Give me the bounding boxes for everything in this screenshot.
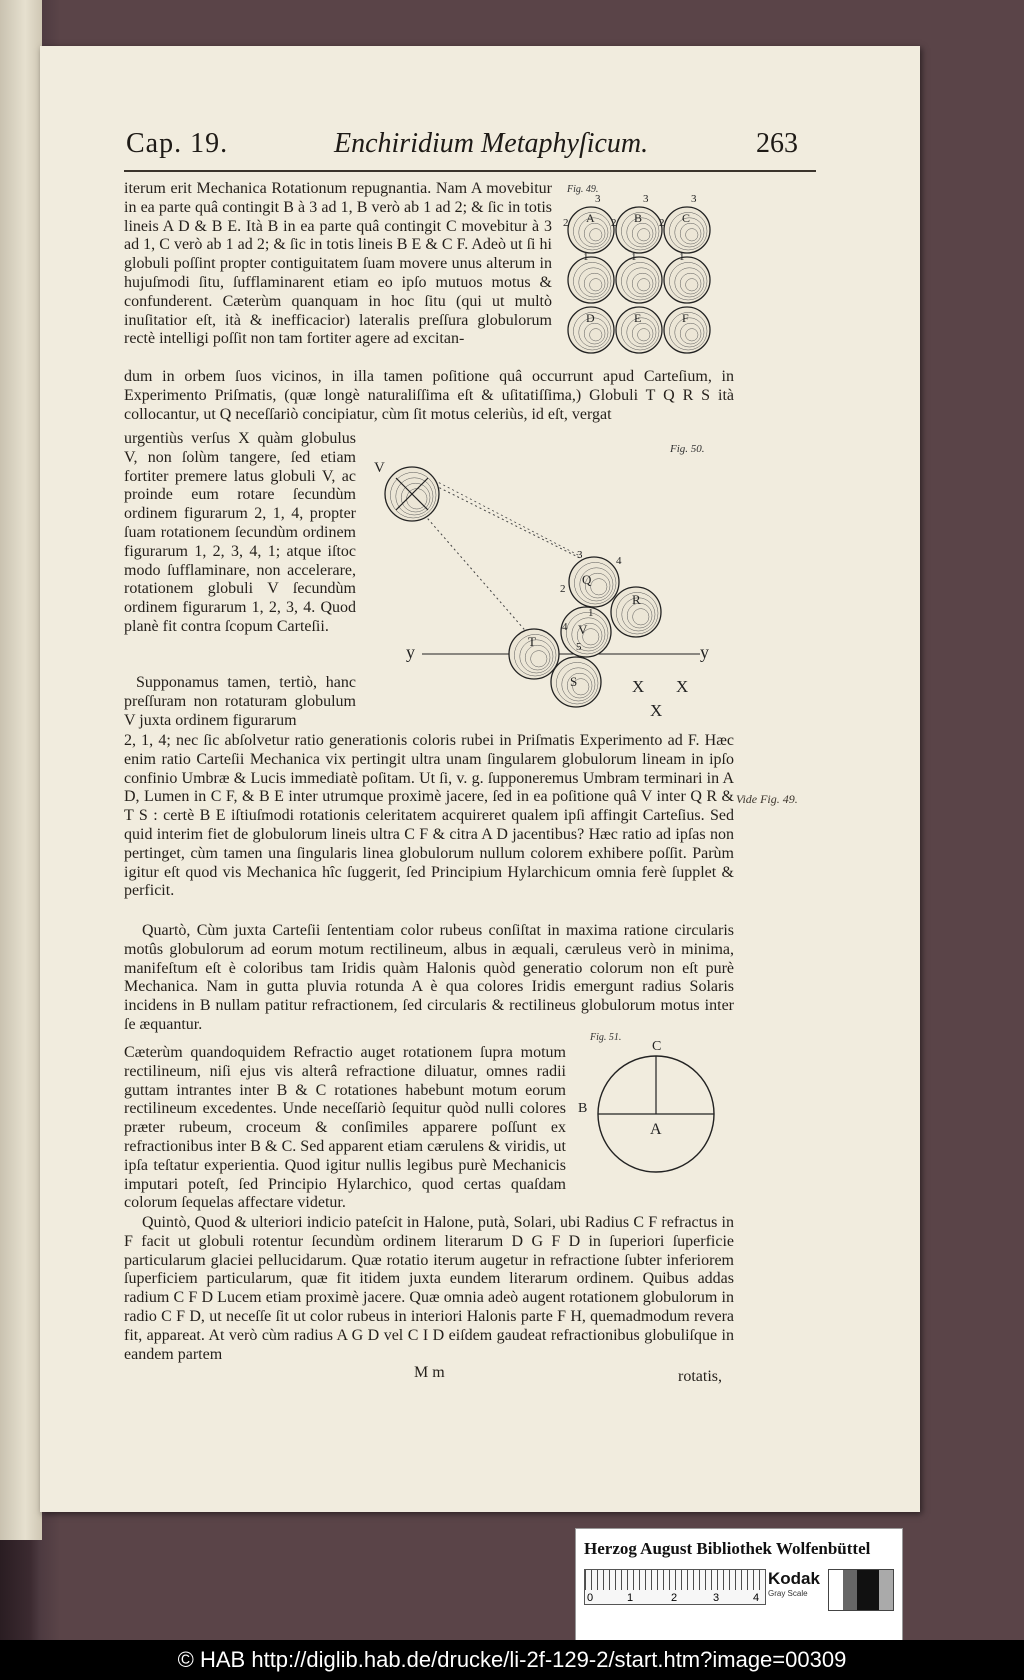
fig49-side-number: 2: [611, 217, 617, 229]
fig49-sphere-letter: F: [682, 311, 689, 325]
copyright-footer: © HAB http://diglib.hab.de/drucke/li-2f-129-2/start.htm?image=00309: [0, 1640, 1024, 1680]
fig50-letter-v: V: [578, 622, 588, 637]
fig50-num-3: 3: [577, 549, 583, 561]
fig51-letter-b: B: [578, 1101, 588, 1116]
fig49-mid-number: 1: [583, 251, 589, 263]
paragraph-3-full: 2, 1, 4; nec ſic abſolvetur ratio generationis coloris rubei in Priſmatis Experimento ad F. Hæc enim ratio Carteſii Mechanica vix pertingit ultra unam ſingularem globulorum lineam in ipſo confinio Umbræ & Lucis immediatè poſitam. Ut ſi, v. g. ſupponeremus Umbram terminari in A D, Lumen in C F, & B E inter utrumque proximè jacere, ſed in ea poſitione quâ V inter Q R & T S : certè B E iſtiuſmodi rotationis celeritatem acquireret qualem ipſi affingit Carteſius. Sed quid interim fiet de globulorum lineis ultra C F & citra A D jacentibus? Hæc ratio ad ipſas non pertinget, cùm tamen una ſingularis linea globulorum nullum colorem exhibere poſſit. Parùm igitur eſt quod vis Mechanica hîc ſuggerit, ſed Principium Hylarchicum omnia ferè ſupplet & perficit.: [124, 732, 734, 900]
ruler-num-4: 4: [753, 1592, 760, 1604]
fig49-side-number: 2: [563, 217, 569, 229]
fig49-sphere-letter: C: [682, 211, 691, 225]
fig50-diagram: [374, 460, 709, 720]
fig51-letter-a: A: [650, 1121, 662, 1138]
ruler-num-0: 0: [587, 1592, 594, 1604]
kodak-brand: Kodak: [768, 1569, 820, 1588]
fig49-side-number: 2: [659, 217, 665, 229]
running-head: [124, 128, 818, 168]
paragraph-2-wrapped: urgentiùs verſus X quàm globulus V, non ſolùm tangere, ſed etiam fortiter premere latus globuli V, ac proinde eum rotare ſecundùm ordinem figurarum 2, 1, 4, propter ſuam rotationem ſecundùm ordinem figurarum 1, 2, 3, 4, 1; atque iſtoc modo ſufflaminare, non accelerare, rotationem globuli V ſecundùm ordinem figurarum 1, 2, 3, 4. Quod planè fit contra ſcopum Carteſii.: [124, 430, 356, 635]
fig49-sphere-letter: B: [634, 211, 643, 225]
fig50-label: Fig. 50.: [670, 443, 705, 455]
left-page-edge: [0, 0, 42, 1540]
fig50-num-4: 4: [562, 621, 568, 633]
fig49-sphere-letter: E: [634, 311, 642, 325]
fig49-top-number: 3: [691, 193, 697, 205]
fig50-letter-x3: X: [650, 701, 663, 720]
fig49-sphere-letter: D: [586, 311, 595, 325]
book-title: Enchiridium Metaphyſicum.: [334, 128, 649, 159]
ruler-ticks: [585, 1570, 765, 1590]
fig49-spheres: [563, 193, 710, 353]
fig49-sphere-letter: A: [586, 211, 595, 225]
fig50-letter-x1: X: [632, 677, 645, 696]
kodak-sub: Gray Scale: [768, 1589, 808, 1598]
paragraph-1-full: dum in orbem ſuos vicinos, in illa tamen poſitione quâ occurrunt apud Carteſium, in Experimento Priſmatis, (quæ longè naturaliſſima eſt & uſitatiſſima,) Globuli T Q R S ità collocantur, ut Q neceſſariò concipiatur, cùm ſit motus celeriùs, id eſt, vergat: [124, 368, 734, 423]
paragraph-4-wrapped: Cæterùm quandoquidem Refractio auget rotationem ſupra motum rectilineum, niſi ejus vis alterâ refractione diluatur, omnes radii guttam intrantes inter B & C rotationes habebunt motum eorum rectilineum excedentes. Unde neceſſariò ſequitur quòd nulli colores præter rubeum, croceum & conſimiles apparere poſſunt ex refractionibus inter B & C. Sed apparent etiam cærulens & viridis, ut ipſa teſtatur experientia. Quod igitur nullis legibus purè Mechanicis imputari poteſt, ſed Principio Hylarchico, quod certas quaſdam colorum ſequelas affectare videtur.: [124, 1044, 566, 1212]
fig50-letter-y-left: y: [406, 642, 415, 662]
fig51-label: Fig. 51.: [590, 1032, 622, 1043]
chapter-label: Cap. 19.: [126, 128, 229, 159]
fig49-mid-number: 1: [631, 251, 637, 263]
fig49-label: Fig. 49.: [567, 184, 599, 195]
fig50-letter-t: T: [528, 634, 536, 649]
scale-ruler: [584, 1569, 766, 1605]
fig50-num-4-top: 4: [616, 555, 622, 567]
fig50-num-2: 2: [560, 583, 566, 595]
ruler-num-1: 1: [627, 1592, 634, 1604]
fig49-sphere: [568, 257, 614, 303]
fig51-letter-c: C: [652, 1039, 662, 1054]
figure-51: [570, 1030, 730, 1180]
fig50-ray-mid: [430, 478, 580, 556]
ruler-num-2: 2: [671, 1592, 678, 1604]
fig50-letter-s: S: [570, 674, 578, 689]
fig49-top-number: 3: [595, 193, 601, 205]
fig50-letter-q: Q: [582, 572, 592, 587]
fig50-sphere-q: [569, 557, 619, 607]
figure-50: [370, 436, 725, 726]
fig50-letter-r: R: [632, 592, 641, 607]
paragraph-4-full: Quartò, Cùm juxta Carteſii ſententiam color rubeus conſiſtat in maxima ratione circularis motûs globulorum ad eorum motum rectilineum, albus in æquali, cæruleus verò in minima, manifeſtum eſt è coloribus tam Iridis quàm Halonis quòd generatio colorum non eſt purè Mechanica. Nam in gutta pluvia rotunda A è qua colores Iridis emergunt radius Solaris incidens in B nullam patitur refractionem, ſed circularis & rectilineus globulorum motus inter ſe æquantur.: [124, 922, 734, 1033]
fig50-letter-x2: X: [676, 677, 689, 696]
paragraph-3-wrapped: Supponamus tamen, tertiò, hanc preſſuram non rotaturam globulum V juxta ordinem figurarum: [124, 674, 356, 729]
header-rule: [124, 170, 816, 172]
fig50-letter-y-right: y: [700, 642, 709, 662]
figure-49: [565, 180, 730, 360]
page-number: 263: [756, 128, 798, 159]
paragraph-5-full: Quintò, Quod & ulteriori indicio pateſcit in Halone, putà, Solari, ubi Radius C F refractus in F facit ut globuli rotentur ſecundùm ordinem literarum D G F D in ſuperiori ſuperficie particularum glaciei pellucidarum. Quæ rotatio iterum augetur in refractione ſubter inferiorem ſuperficiem particularum, quæ fit itidem juxta eundem literarum ordinem. Quibus addas radium C F D Lucem etiam proximè jacere. Quæ omnia adeò augent rotationem globulorum in radio C F D, ut neceſſe ſit ut color rubeus in interiori Halonis parte F H, quemadmodum revera fit, appareat. At verò cùm radius A G D vel C I D eiſdem gaudeat refractionibus globuliſque in eandem partem: [124, 1214, 734, 1363]
fig50-letter-v-top: V: [374, 460, 385, 476]
paragraph-1-wrapped: iterum erit Mechanica Rotationum repugnantia. Nam A movebitur in ea parte quâ contingit B à 3 ad 1, B verò ab 1 ad 2; & ſic in totis lineis A D & B E. Ità B in ea parte quâ contingit C movebitur à 3 ad 1, C verò ab 1 ad 2; & ſic in totis lineis B E & C F. Adeò ut ſi hi globuli poſſint propter contiguitatem ſuam movere unus alterum in hujuſmodi ſitu, ſufflaminarent etiam eo ipſo mutuos motus & confunderent. Cæterùm quanquam in hoc ſitu (qui ut multò inuſitatior eſt, ità & inefficacior) lateralis preſſura globulorum rectè intelligi poſſit non tam fortiter agere ad excitan-: [124, 180, 552, 348]
library-color-card: [575, 1528, 903, 1646]
fig49-sphere: [616, 257, 662, 303]
ruler-num-3: 3: [713, 1592, 720, 1604]
library-name: Herzog August Bibliothek Wolfenbüttel: [584, 1539, 871, 1558]
signature-mark: M m: [414, 1364, 445, 1381]
margin-note: Vide Fig. 49.: [736, 792, 798, 806]
fig49-sphere: [664, 257, 710, 303]
gray-scale-patches: [828, 1569, 894, 1611]
fig50-num-1: 1: [588, 607, 594, 619]
fig50-num-5: 5: [576, 641, 582, 653]
fig49-top-number: 3: [643, 193, 649, 205]
fig49-mid-number: 1: [679, 251, 685, 263]
catchword: rotatis,: [678, 1368, 722, 1385]
